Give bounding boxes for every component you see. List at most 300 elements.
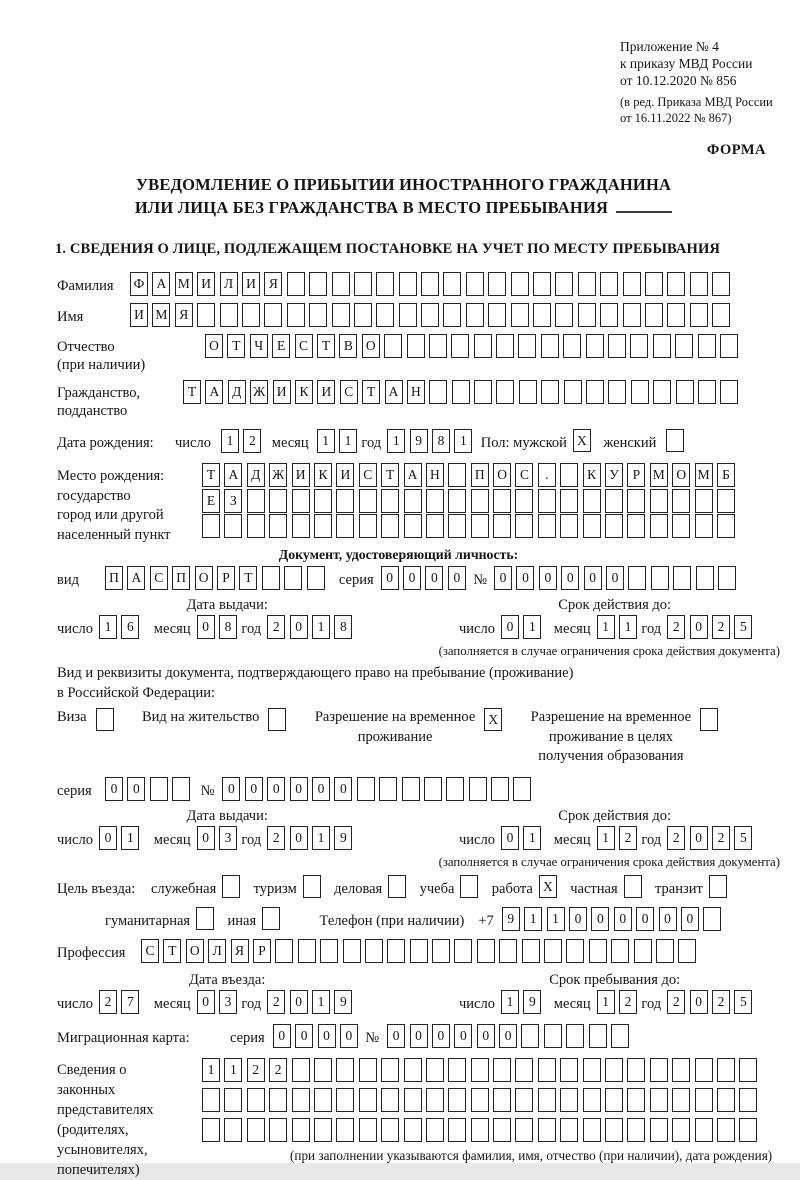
char-cell bbox=[471, 1058, 489, 1082]
char-cell: 2 bbox=[267, 615, 285, 639]
char-cell bbox=[448, 514, 466, 538]
char-cell: 0 bbox=[539, 566, 557, 590]
char-cell bbox=[627, 1058, 645, 1082]
char-cell bbox=[608, 380, 626, 404]
checkbox-option bbox=[334, 875, 410, 903]
char-cell: 2 bbox=[619, 826, 637, 850]
char-cell bbox=[586, 334, 604, 358]
char-cell: П bbox=[172, 566, 190, 590]
char-cell: 2 bbox=[243, 429, 261, 453]
char-cell bbox=[354, 272, 372, 296]
purpose-label: Цель въезда: bbox=[57, 880, 136, 897]
char-cell bbox=[627, 1118, 645, 1142]
char-cell bbox=[560, 1088, 578, 1112]
char-cell bbox=[515, 1118, 533, 1142]
char-cell: Ч bbox=[250, 334, 268, 358]
char-cell: 1 bbox=[523, 826, 541, 850]
char-cell: 0 bbox=[197, 615, 215, 639]
char-cell: 2 bbox=[267, 990, 285, 1014]
issue-date-header: Дата выдачи: bbox=[186, 597, 268, 613]
char-cell: 0 bbox=[499, 1024, 517, 1048]
char-cell bbox=[399, 303, 417, 327]
char-cell bbox=[359, 489, 377, 513]
char-cell: А bbox=[205, 380, 223, 404]
char-cell: И bbox=[317, 380, 335, 404]
permit-valid-day-cells bbox=[501, 826, 546, 850]
purpose-row2 bbox=[57, 907, 780, 935]
char-cell: 2 bbox=[667, 615, 685, 639]
birth-place-line3 bbox=[202, 514, 739, 538]
char-cell bbox=[511, 272, 529, 296]
char-cell bbox=[720, 334, 738, 358]
char-cell: И bbox=[273, 380, 291, 404]
char-cell: 0 bbox=[454, 1024, 472, 1048]
representatives-line2 bbox=[202, 1088, 772, 1112]
char-cell bbox=[605, 489, 623, 513]
birth-year-cells bbox=[387, 429, 477, 453]
char-cell bbox=[242, 303, 260, 327]
char-cell: 8 bbox=[334, 615, 352, 639]
representatives-label: Сведения о законных представителях (родителях, усыновителях, попечителях) bbox=[57, 1061, 154, 1178]
char-cell bbox=[672, 1088, 690, 1112]
char-cell bbox=[515, 1088, 533, 1112]
char-cell: 0 bbox=[569, 907, 587, 931]
char-cell: И bbox=[292, 463, 310, 487]
char-cell bbox=[555, 303, 573, 327]
option-label: Разрешение на временное проживание в целях получения образования bbox=[530, 709, 692, 764]
char-cell bbox=[424, 777, 442, 801]
char-cell: 9 bbox=[523, 990, 541, 1014]
migration-number-label: № bbox=[365, 1029, 380, 1046]
char-cell bbox=[564, 380, 582, 404]
char-cell bbox=[560, 1118, 578, 1142]
char-cell: 1 bbox=[121, 826, 139, 850]
char-cell bbox=[429, 380, 447, 404]
char-cell bbox=[493, 1058, 511, 1082]
migration-card-label: Миграционная карта: bbox=[57, 1029, 190, 1046]
char-cell: 0 bbox=[448, 566, 466, 590]
char-cell bbox=[381, 1088, 399, 1112]
char-cell bbox=[560, 1058, 578, 1082]
char-cell bbox=[314, 1058, 332, 1082]
char-cell: 2 bbox=[267, 826, 285, 850]
char-cell bbox=[583, 489, 601, 513]
char-cell: 0 bbox=[501, 826, 519, 850]
char-cell bbox=[650, 514, 668, 538]
char-cell bbox=[533, 303, 551, 327]
char-cell bbox=[269, 1088, 287, 1112]
char-cell: Е bbox=[272, 334, 290, 358]
doc-number-cells bbox=[494, 566, 740, 590]
representatives-line3 bbox=[202, 1118, 772, 1142]
char-cell bbox=[600, 272, 618, 296]
char-cell bbox=[399, 272, 417, 296]
residence-doc-intro-line1: Вид и реквизиты документа, подтверждающего право на пребывание (проживание) bbox=[57, 665, 574, 681]
char-cell bbox=[676, 380, 694, 404]
purpose-options-row2 bbox=[105, 907, 294, 935]
char-cell bbox=[611, 939, 629, 963]
char-cell: 0 bbox=[410, 1024, 428, 1048]
form-title-line2: ИЛИ ЛИЦА БЕЗ ГРАЖДАНСТВА В МЕСТО ПРЕБЫВАНИЯ bbox=[57, 196, 750, 219]
char-cell bbox=[491, 777, 509, 801]
char-cell bbox=[712, 303, 730, 327]
char-cell: 9 bbox=[334, 826, 352, 850]
char-cell bbox=[672, 1058, 690, 1082]
char-cell bbox=[718, 566, 736, 590]
char-cell: О bbox=[205, 334, 223, 358]
birth-place-line1 bbox=[202, 463, 739, 487]
checkbox-option bbox=[420, 875, 483, 903]
char-cell bbox=[513, 777, 531, 801]
char-cell: Ж bbox=[250, 380, 268, 404]
char-cell bbox=[452, 380, 470, 404]
amendment-block bbox=[620, 94, 780, 126]
char-cell bbox=[287, 272, 305, 296]
char-cell: М bbox=[695, 463, 713, 487]
char-cell: 1 bbox=[597, 826, 615, 850]
char-cell bbox=[292, 1088, 310, 1112]
char-cell bbox=[381, 489, 399, 513]
char-cell: 9 bbox=[334, 990, 352, 1014]
doc-kind-cells bbox=[105, 566, 329, 590]
identity-doc-heading: Документ, удостоверяющий личность: bbox=[278, 547, 519, 562]
identity-doc-date-headers bbox=[57, 597, 780, 614]
char-cell bbox=[247, 1088, 265, 1112]
checkbox-option bbox=[228, 907, 285, 935]
char-cell bbox=[608, 334, 626, 358]
char-cell: 0 bbox=[403, 566, 421, 590]
char-cell bbox=[448, 1058, 466, 1082]
char-cell bbox=[583, 1088, 601, 1112]
char-cell bbox=[202, 1088, 220, 1112]
doc-seriya-cells bbox=[381, 566, 471, 590]
checkbox-cell bbox=[196, 907, 214, 930]
char-cell: М bbox=[152, 303, 170, 327]
profession-row bbox=[57, 939, 780, 967]
char-cell bbox=[343, 939, 361, 963]
validity-note: (заполняется в случае ограничения срока действия документа) bbox=[438, 644, 780, 658]
checkbox-option bbox=[105, 907, 219, 935]
given-name-cells bbox=[130, 303, 735, 327]
char-cell bbox=[443, 272, 461, 296]
char-cell bbox=[634, 939, 652, 963]
char-cell: Д bbox=[247, 463, 265, 487]
char-cell: 0 bbox=[312, 777, 330, 801]
birth-place-line2 bbox=[202, 489, 739, 513]
char-cell: 1 bbox=[547, 907, 565, 931]
char-cell bbox=[690, 272, 708, 296]
issued-year-cells bbox=[267, 615, 357, 639]
char-cell bbox=[578, 303, 596, 327]
char-cell bbox=[717, 1118, 735, 1142]
char-cell: 0 bbox=[197, 826, 215, 850]
char-cell bbox=[519, 380, 537, 404]
given-name-row bbox=[57, 303, 780, 331]
char-cell bbox=[376, 303, 394, 327]
char-cell bbox=[645, 303, 663, 327]
char-cell bbox=[454, 939, 472, 963]
char-cell bbox=[466, 303, 484, 327]
stay-month-cells bbox=[597, 990, 642, 1014]
citizenship-label: Гражданство, подданство bbox=[57, 385, 141, 419]
char-cell bbox=[627, 514, 645, 538]
char-cell bbox=[269, 514, 287, 538]
checkbox-cell bbox=[700, 708, 718, 731]
char-cell: 0 bbox=[690, 615, 708, 639]
char-cell: Т bbox=[239, 566, 257, 590]
char-cell: 9 bbox=[410, 429, 428, 453]
char-cell bbox=[493, 1118, 511, 1142]
option-label: Вид на жительство bbox=[142, 709, 260, 725]
char-cell: О bbox=[195, 566, 213, 590]
sex-female-checkbox bbox=[666, 429, 688, 452]
checkbox-cell bbox=[666, 429, 684, 452]
permit-dates-row bbox=[57, 826, 780, 854]
char-cell bbox=[224, 1088, 242, 1112]
char-cell: А bbox=[404, 463, 422, 487]
char-cell: 9 bbox=[502, 907, 520, 931]
option-label: Разрешение на временное проживание bbox=[314, 709, 476, 745]
char-cell: Я bbox=[264, 272, 282, 296]
char-cell bbox=[404, 1088, 422, 1112]
permit-series-row bbox=[57, 777, 780, 805]
char-cell bbox=[384, 334, 402, 358]
char-cell bbox=[488, 303, 506, 327]
patronymic-cells bbox=[205, 334, 742, 358]
entry-date-headers bbox=[57, 972, 780, 989]
migration-card-row bbox=[57, 1024, 780, 1052]
char-cell: 7 bbox=[121, 990, 139, 1014]
valid-month-cells bbox=[597, 615, 642, 639]
char-cell: 0 bbox=[516, 566, 534, 590]
char-cell: 2 bbox=[269, 1058, 287, 1082]
char-cell: М bbox=[650, 463, 668, 487]
form-title-line1: УВЕДОМЛЕНИЕ О ПРИБЫТИИ ИНОСТРАННОГО ГРАЖДАНИНА bbox=[135, 175, 672, 194]
permit-issued-day-cells bbox=[99, 826, 144, 850]
char-cell bbox=[448, 463, 466, 487]
char-cell: О bbox=[672, 463, 690, 487]
permit-seriya-cells bbox=[105, 777, 195, 801]
char-cell bbox=[541, 334, 559, 358]
citizenship-cells bbox=[183, 380, 743, 404]
char-cell: 0 bbox=[432, 1024, 450, 1048]
char-cell: 0 bbox=[105, 777, 123, 801]
phone-label: Телефон (при наличии) bbox=[319, 912, 465, 929]
char-cell bbox=[197, 303, 215, 327]
char-cell bbox=[292, 1058, 310, 1082]
char-cell bbox=[650, 1058, 668, 1082]
char-cell: 2 bbox=[99, 990, 117, 1014]
char-cell bbox=[578, 272, 596, 296]
char-cell: С bbox=[141, 939, 159, 963]
char-cell bbox=[675, 334, 693, 358]
char-cell: Т bbox=[202, 463, 220, 487]
birth-month-cells bbox=[317, 429, 362, 453]
char-cell: Ж bbox=[269, 463, 287, 487]
char-cell bbox=[717, 1088, 735, 1112]
entry-month-cells bbox=[197, 990, 242, 1014]
char-cell bbox=[336, 1118, 354, 1142]
char-cell bbox=[359, 1058, 377, 1082]
char-cell: У bbox=[605, 463, 623, 487]
char-cell: Т bbox=[362, 380, 380, 404]
migration-seriya-label: серия bbox=[230, 1029, 265, 1046]
phone-prefix: +7 bbox=[478, 912, 494, 929]
char-cell bbox=[739, 1118, 757, 1142]
char-cell: К bbox=[314, 463, 332, 487]
permit-valid-year-cells bbox=[667, 826, 757, 850]
checkbox-option bbox=[570, 875, 646, 903]
char-cell: 1 bbox=[597, 990, 615, 1014]
valid-until-header: Срок действия до: bbox=[558, 597, 672, 613]
permit-valid-group: число 0 1 месяц 1 2 год 2 0 2 5 bbox=[459, 826, 757, 854]
residence-doc-intro-line2: в Российской Федерации: bbox=[57, 684, 216, 701]
char-cell: И bbox=[242, 272, 260, 296]
option-label: работа bbox=[491, 880, 533, 897]
stay-year-cells bbox=[667, 990, 757, 1014]
char-cell bbox=[720, 380, 738, 404]
char-cell bbox=[630, 334, 648, 358]
char-cell bbox=[469, 777, 487, 801]
char-cell bbox=[493, 514, 511, 538]
char-cell bbox=[443, 303, 461, 327]
birth-place-cell-rows bbox=[202, 463, 739, 538]
permit-valid-until-header: Срок действия до: bbox=[558, 807, 672, 824]
char-cell bbox=[628, 566, 646, 590]
char-cell bbox=[695, 489, 713, 513]
char-cell: Я bbox=[231, 939, 249, 963]
char-cell bbox=[172, 777, 190, 801]
char-cell: 0 bbox=[318, 1024, 336, 1048]
char-cell bbox=[712, 272, 730, 296]
char-cell bbox=[538, 1118, 556, 1142]
surname-cells bbox=[130, 272, 735, 296]
char-cell bbox=[269, 489, 287, 513]
char-cell bbox=[515, 1058, 533, 1082]
doc-seriya-label: серия bbox=[338, 572, 374, 588]
char-cell bbox=[381, 1058, 399, 1082]
permit-seriya-label: серия bbox=[57, 782, 92, 799]
char-cell: 1 bbox=[317, 429, 335, 453]
char-cell bbox=[499, 939, 517, 963]
char-cell bbox=[522, 939, 540, 963]
char-cell bbox=[404, 1118, 422, 1142]
surname-label: Фамилия bbox=[57, 278, 114, 294]
char-cell: 0 bbox=[290, 826, 308, 850]
char-cell: Е bbox=[202, 489, 220, 513]
char-cell bbox=[656, 939, 674, 963]
char-cell: 2 bbox=[712, 990, 730, 1014]
char-cell: Я bbox=[175, 303, 193, 327]
identity-doc-row bbox=[57, 566, 780, 594]
patronymic-label: Отчество (при наличии) bbox=[57, 339, 146, 373]
char-cell bbox=[224, 514, 242, 538]
char-cell bbox=[314, 514, 332, 538]
amendment-date-line: от 16.11.2022 № 867) bbox=[620, 111, 732, 125]
char-cell bbox=[307, 566, 325, 590]
char-cell bbox=[474, 380, 492, 404]
option-label: гуманитарная bbox=[105, 912, 191, 929]
char-cell: Ф bbox=[130, 272, 148, 296]
valid-day-cells bbox=[501, 615, 546, 639]
char-cell bbox=[426, 514, 444, 538]
char-cell bbox=[589, 1024, 607, 1048]
char-cell bbox=[426, 1058, 444, 1082]
char-cell bbox=[703, 907, 721, 931]
citizenship-row bbox=[57, 380, 780, 420]
char-cell bbox=[667, 272, 685, 296]
char-cell bbox=[387, 939, 405, 963]
representatives-note: (при заполнении указываются фамилия, имя, отчество (при наличии), дата рождения) bbox=[290, 1147, 773, 1163]
option-label: туризм bbox=[253, 880, 297, 897]
sex-male-checkbox bbox=[573, 429, 595, 452]
char-cell bbox=[560, 463, 578, 487]
char-cell: 2 bbox=[619, 990, 637, 1014]
char-cell bbox=[381, 1118, 399, 1142]
char-cell: 1 bbox=[312, 615, 330, 639]
char-cell bbox=[474, 334, 492, 358]
order-date-line: от 10.12.2020 № 856 bbox=[620, 73, 737, 88]
purpose-row bbox=[57, 875, 780, 903]
checkbox-cell bbox=[268, 708, 286, 731]
char-cell bbox=[354, 303, 372, 327]
char-cell: А bbox=[127, 566, 145, 590]
char-cell bbox=[471, 1118, 489, 1142]
char-cell: 1 bbox=[221, 429, 239, 453]
char-cell: 1 bbox=[224, 1058, 242, 1082]
option-label: транзит bbox=[655, 880, 703, 897]
char-cell bbox=[650, 1088, 668, 1112]
birth-date-label: Дата рождения: bbox=[57, 435, 154, 451]
char-cell bbox=[451, 334, 469, 358]
char-cell: 0 bbox=[591, 907, 609, 931]
char-cell: И bbox=[197, 272, 215, 296]
checkbox-cell bbox=[222, 875, 240, 898]
char-cell bbox=[421, 272, 439, 296]
char-cell bbox=[586, 380, 604, 404]
char-cell: Т bbox=[183, 380, 201, 404]
option-label: деловая bbox=[334, 880, 383, 897]
char-cell bbox=[611, 1024, 629, 1048]
char-cell bbox=[600, 303, 618, 327]
char-cell: С bbox=[515, 463, 533, 487]
char-cell: 2 bbox=[667, 826, 685, 850]
char-cell: 1 bbox=[454, 429, 472, 453]
char-cell bbox=[407, 334, 425, 358]
char-cell: П bbox=[105, 566, 123, 590]
checkbox-cell: X bbox=[539, 875, 557, 898]
permit-issued-year-cells bbox=[267, 826, 357, 850]
char-cell bbox=[421, 303, 439, 327]
checkbox-cell bbox=[262, 907, 280, 930]
char-cell bbox=[336, 1058, 354, 1082]
checkbox-cell bbox=[388, 875, 406, 898]
char-cell: В bbox=[339, 334, 357, 358]
char-cell bbox=[336, 514, 354, 538]
char-cell bbox=[605, 1058, 623, 1082]
char-cell bbox=[623, 303, 641, 327]
char-cell: 0 bbox=[690, 990, 708, 1014]
sex-male-label: Пол: мужской bbox=[480, 435, 567, 451]
birth-day-cells bbox=[221, 429, 266, 453]
char-cell bbox=[247, 489, 265, 513]
char-cell bbox=[518, 334, 536, 358]
char-cell: Т bbox=[317, 334, 335, 358]
char-cell bbox=[583, 1058, 601, 1082]
char-cell bbox=[515, 514, 533, 538]
char-cell bbox=[583, 1118, 601, 1142]
char-cell: 0 bbox=[561, 566, 579, 590]
